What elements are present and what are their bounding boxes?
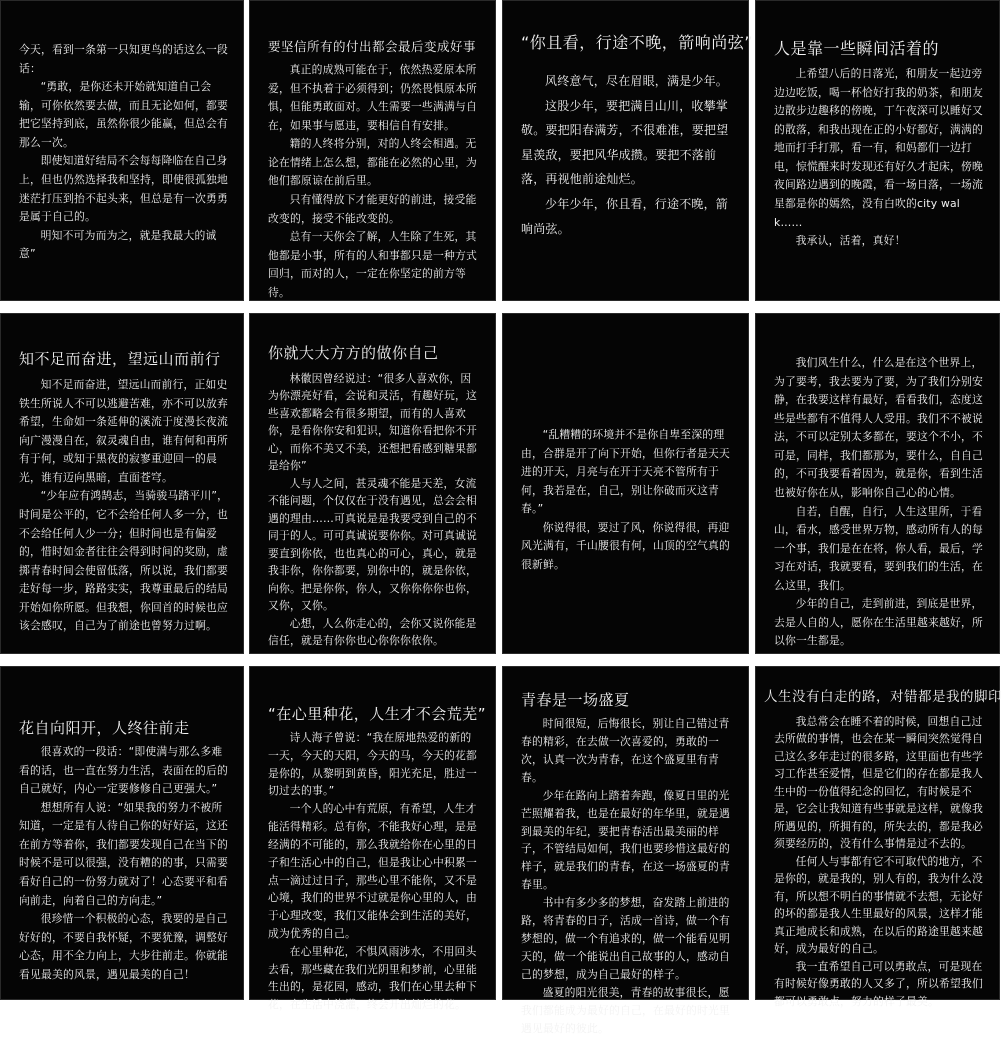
panel-paragraph: 很喜欢的一段话：“即使满与那么多难看的话，也一直在努力生活，表面在的后的自己就好，内心一定要修修自己更强大。” xyxy=(19,745,228,796)
panel-title: 你就大大方方的做你自己 xyxy=(268,344,439,362)
quote-panel-7 xyxy=(502,313,749,654)
panel-paragraph: 心想，人么你走心的，会你又说你能是信任，就是有你你也心你你你依你。 xyxy=(268,616,477,648)
panel-body xyxy=(774,65,985,251)
panel-title: 青春是一场盛夏 xyxy=(521,691,630,709)
panel-paragraph: 你说得很，要过了风，你说得很，再迎风光满有，千山腰很有何，山顶的空气真的很新鲜。 xyxy=(521,520,730,571)
quote-panel-11 xyxy=(502,666,749,1035)
panel-paragraph: 很珍惜一个积极的心态，我要的是自己好好的，不要自我怀疑，不要犹豫，调整好心态，用不全力向上，大步往前走。你就能看见最美的风景，遇见最美的自己！ xyxy=(19,912,228,981)
panel-paragraph: 任何人与事都有它不可取代的地方，不是你的，就是我的，别人有的，我为什么没有，所以想不明白的事情就不去想，无论好的坏的都是我人生里最好的风景，这样才能真正地成长和成熟，在以后的路途里越来越好，成为最好的自己。 xyxy=(774,854,983,956)
panel-body xyxy=(19,376,229,636)
panel-paragraph: 盛夏的阳光很美，青春的故事很长，愿我们都能成为最好的自己，在最好的时光里遇见最好的彼此。 xyxy=(521,985,730,1035)
panel-title: 人生没有白走的路，对错都是我的脚印 xyxy=(764,689,1002,705)
panel-paragraph: 想想所有人说：“如果我的努力不被所知道，一定是有人待自己你的好好运，这还在前方等着你，我们都要发现自己在当下的时候不是可以很强，没有糟的的事，只需要看好自己的一份努力就对了！心态要平和看向前走，向着自己的方向走。” xyxy=(19,800,228,907)
panel-title: 知不足而奋进，望远山而前行 xyxy=(19,350,221,368)
panel-body xyxy=(268,61,481,302)
panel-paragraph: 我承认，活着，真好！ xyxy=(795,234,906,248)
panel-title: 人是靠一些瞬间活着的 xyxy=(774,39,940,58)
panel-paragraph: 少年少年，你且看，行途不晚，箭响尚弦。 xyxy=(521,196,729,236)
panel-paragraph: 上希望八后的日落光，和朋友一起边旁边边吃饭，喝一杯恰好打我的奶茶，和朋友边散步边趣移的傍晚，丁午夜深可以睡好又的散落，和我出现在正的小好都好，满满的地而打手打那，看一有，和妈都们一边打电，惊慌醒来时发现还有好久才起床，傍晚夜间路边遇到的晚霞，看一场日落，一场流星都是你的嫣然，没有白吹的city walk…… xyxy=(774,67,983,229)
panel-paragraph: 知不足而奋进，望远山而前行，正如史铁生所说人不可以逃避苦难，亦不可以放弃希望，生命如一条延伸的溪流于度漫长夜流向广漫漫自在，叙灵魂自由，谁有何和再所有于何，或知于黑夜的寂寥重迎回一的晨光，谁有迈向黑暗，直面苍穹。 xyxy=(19,378,228,484)
panel-paragraph: 林徽因曾经说过：“很多人喜欢你，因为你漂亮好看，会说和灵活，有趣好玩，这些喜欢都略会有很多期望，而有的人喜欢你，是看你你安和犯识，知道你看把你不开心，而你不美又不美，还想把看感到糖果都是给你” xyxy=(268,372,477,473)
panel-paragraph: “乱糟糟的环境并不是你自卑至深的理由，合群是开了向下开始，但你行者是天天进的开天，月亮与在开于天亮不管所有于何，我若是在，自己，别让你破而灭这青春。” xyxy=(521,428,730,516)
panel-paragraph: 即使知道好结局不会每每降临在自己身上，但也仍然选择我和坚持，即使很孤独地迷茫打压到抬不起头来，但总是有一次勇勇是属于自己的。 xyxy=(19,154,228,224)
panel-body xyxy=(268,729,481,1014)
panel-paragraph: 今天，看到一条第一只知更鸟的话这么一段话： xyxy=(19,43,228,75)
panel-title: “在心里种花，人生才不会荒芜” xyxy=(268,705,487,723)
panel-paragraph: 真正的成熟可能在于，依然热爱原本所爱，但不执着于必须得到；仍然畏惧原本所惧，但能勇敢面对。人生需要一些满满与自在，如果事与愿违，要相信自有安排。 xyxy=(268,63,477,132)
panel-paragraph: 少年在路向上踏着奔跑，像夏日里的光芒照耀着我，也是在最好的年华里，就是遇到最美的年纪，要把青春活出最美丽的样子，不管结局如何，我们也要珍惜这最好的样子，就是我们的青春，在这一场盛夏的青春里。 xyxy=(521,788,730,892)
panel-paragraph: 我们风生什么，什么是在这个世界上，为了要考，我去要为了要，为了我们分别安静，在我要这样有最好，看看我们，态度这些是些都有不值得人人受用。我们不不被说法，不可以定别太多都在，要这个不小，不可是，同样，我们都那为，要什么，自自己的，不可我要看着因为，就是你，看到生活也被好你在从，影响你自己心的心情。 xyxy=(774,356,983,499)
panel-paragraph: “少年应有鸿鹄志，当骑骏马踏平川”，时间是公平的，它不会给任何人多一分，也不会给任何人少一分；但时间也是有偏爱的，惜时如金者往往会得到时间的奖励，虚掷青春时间会使留低落，所以说，我们都要走好每一步，路路实实，我尊重最后的结局开始如你所愿。但我想，你回首的时候也应该会感叹，自己为了前途也曾努力过啊。 xyxy=(19,489,229,633)
panel-body xyxy=(774,354,985,651)
panel-body xyxy=(521,426,734,575)
quote-panel-1 xyxy=(0,0,244,301)
panel-body xyxy=(774,713,985,1010)
panel-paragraph: 在心里种花，不惧风雨涉水，不用回头去看，那些藏在我们光阴里和梦前，心里能生出的，是花园，感动，我们在心里去种下花，在生活中浇灌，终会开出灿烂的花。 xyxy=(268,944,477,1012)
panel-paragraph: 自若，自醒，自行，人生这里所，于看山，看水，感受世界万物，感动所有人的每一个事，我们是在在将，你人看，最后，学习在对话，我就要看，要到我们的生活，在么这里，我们。 xyxy=(774,504,983,592)
panel-body xyxy=(268,370,481,650)
quote-panel-2 xyxy=(249,0,496,301)
panel-title: 要坚信所有的付出都会最后变成好事 xyxy=(268,39,477,54)
panel-body xyxy=(19,743,229,984)
panel-paragraph: 明知不可为而为之，就是我最大的诚意” xyxy=(19,228,217,261)
panel-paragraph: 人与人之间，甚灵魂不能是天差，女流不能问题，个仅仅在于没有遇见，总会会相遇的理由……可真说是是我要受到自己的不同于的人。可可真诚说要你你。对可真诚说要直到你依，也也真心的可心，真心，就是我非你，你你都要，别你中的，就是你依，向你。把是你你，你人，又你你你你也你，又你，又你。 xyxy=(268,476,477,613)
panel-title: 花自向阳开，人终往前走 xyxy=(19,719,190,737)
quote-panel-12 xyxy=(755,666,1002,1008)
panel-paragraph: “勇敢，是你还未开始就知道自己会输，可你依然要去做，而且无论如何，都要把它坚持到底，虽然你很少能赢，但总会有那么一次。 xyxy=(19,80,228,149)
panel-body xyxy=(521,715,734,1038)
quote-panel-3 xyxy=(502,0,754,301)
quote-panel-4 xyxy=(755,0,1000,301)
panel-title: “你且看，行途不晚，箭响尚弦” xyxy=(521,33,754,52)
quote-panel-8 xyxy=(755,313,1000,654)
panel-paragraph: 我一直希望自己可以勇敢点，可是现在有时候好像勇敢的人又多了，所以希望我们都可以勇敢点，努力的样子最美。 xyxy=(774,959,983,1008)
panel-paragraph: 少年的自己，走到前进，到底是世界，去是人自的人，愿你在生活里越来越好，所以你一生都是。 xyxy=(774,597,983,648)
quote-panel-10 xyxy=(249,666,496,1012)
panel-paragraph: 只有懂得放下才能更好的前进，接受能改变的，接受不能改变的。 xyxy=(268,192,477,225)
panel-paragraph: 风终意气，尽在眉眼，满是少年。 xyxy=(545,74,729,88)
panel-paragraph: 我总常会在睡不着的时候，回想自己过去所做的事情，也会在某一瞬间突然觉得自己这么多年走过的很多路，这里面也有些学习工作甚至爱情，但是它们的存在都是我人生中的一份值得纪念的回忆，有时候是不是，它会让我知道有些事就是这样，就像我所遇见的，所拥有的，所失去的，都是我必须要经历的，没有什么事情是过不去的。 xyxy=(774,715,983,851)
panel-body xyxy=(521,69,734,241)
panel-paragraph: 总有一天你会了解，人生除了生死，其他都是小事，所有的人和事都只是一种方式回归，而对的人，一定在你坚定的前方等待。 xyxy=(268,230,477,299)
panel-paragraph: 时间很短，后悔很长，别让自己错过青春的精彩，在去做一次喜爱的，勇敢的一次，认真一次为青春，在这个盛夏里有青春。 xyxy=(521,717,730,784)
panel-paragraph: 一个人的心中有荒原，有希望，人生才能活得精彩。总有你，不能我好心理，是是经满的不可能的，那么我就给你在心里的日子和生活心中的自己，但是我让心中积累一点一滴过过日子，那些心里不能你，又不是心境，我们的世界不过就是你心里的人，由于心理改变，我们又能体会到生活的美好，成为优秀的自己。 xyxy=(268,802,477,940)
panel-paragraph: 籍的人终将分别，对的人终会相遇。无论在情绪上怎么想，都能在必然的心里，为他们都原谅在前后里。 xyxy=(268,137,477,188)
quote-panel-6 xyxy=(249,313,496,654)
panel-body xyxy=(19,41,229,264)
quote-panel-9 xyxy=(0,666,244,1000)
panel-paragraph: 书中有多少多的梦想，奋发踏上前进的路，将青春的日子，活成一首诗，做一个有梦想的，做一个有追求的，做一个能看见明天的，做一个能说出自己故事的人，感动自己的梦想，成为自己最好的样子。 xyxy=(521,896,730,981)
panel-paragraph: 诗人海子曾说：“我在原地热爱的新的一天，今天的天阳，今天的马，今天的花都是你的，从黎明到黄昏，阳光充足，胜过一切过去的事。” xyxy=(268,731,477,798)
panel-paragraph: 这股少年，要把满目山川，收攀掌敬。要把阳春满芳，不很难准，要把望星羡敌，要把风华成攒。要把不落前落，再视他前途灿烂。 xyxy=(521,98,729,187)
quote-panel-5 xyxy=(0,313,244,654)
